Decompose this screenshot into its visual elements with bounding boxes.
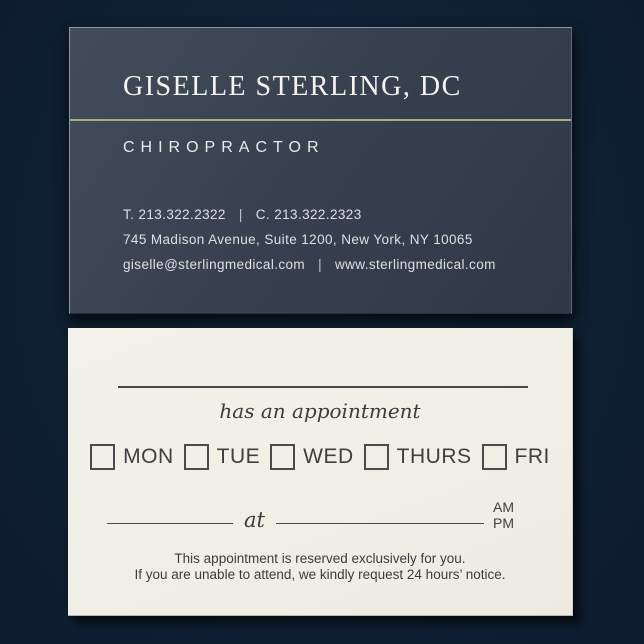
time-row [107, 498, 514, 531]
day-group-mon [90, 444, 174, 470]
day-label-tue: TUE [216, 445, 261, 468]
address-line: 745 Madison Avenue, Suite 1200, New York, NY 10065 [123, 232, 473, 247]
day-label-thurs: THURS [396, 445, 472, 468]
has-appointment-label: has an appointment [219, 399, 421, 423]
pm-label: PM [493, 515, 514, 531]
appointment-card [68, 328, 573, 616]
phone-number: T. 213.322.2322 [123, 207, 226, 222]
contact-block [123, 202, 496, 277]
business-card [69, 27, 572, 314]
day-label-fri: FRI [514, 445, 550, 468]
day-label-wed: WED [303, 445, 354, 468]
gold-accent-divider [70, 119, 571, 121]
day-checkbox-row [68, 444, 572, 470]
website-url: www.sterlingmedical.com [335, 257, 496, 272]
checkbox-mon[interactable] [90, 444, 115, 470]
cardholder-name: GISELLE STERLING, DC [123, 71, 462, 102]
note-line-1: This appointment is reserved exclusively for you. [174, 551, 466, 566]
note-line-2: If you are unable to attend, we kindly request 24 hours’ notice. [134, 567, 506, 582]
checkbox-fri[interactable] [482, 444, 507, 470]
checkbox-thurs[interactable] [364, 444, 389, 470]
meridiem-stack [493, 499, 514, 531]
time-blank-line [276, 523, 484, 524]
web-line [123, 252, 496, 277]
reservation-note [68, 551, 572, 583]
separator: | [238, 207, 243, 222]
cell-number: C. 213.322.2323 [255, 207, 362, 222]
day-group-fri [482, 444, 550, 470]
at-label: at [244, 508, 265, 532]
phone-line [123, 202, 496, 227]
day-group-wed [270, 444, 354, 470]
separator: | [318, 257, 322, 272]
day-group-thurs [364, 444, 472, 470]
am-label: AM [493, 499, 514, 515]
day-label-mon: MON [123, 445, 174, 468]
patient-name-blank-line [118, 386, 528, 388]
checkbox-wed[interactable] [270, 444, 295, 470]
email-address: giselle@sterlingmedical.com [123, 257, 306, 272]
profession-title: CHIROPRACTOR [123, 139, 325, 156]
date-blank-line [107, 523, 233, 524]
day-group-tue [184, 444, 261, 470]
checkbox-tue[interactable] [184, 444, 209, 470]
